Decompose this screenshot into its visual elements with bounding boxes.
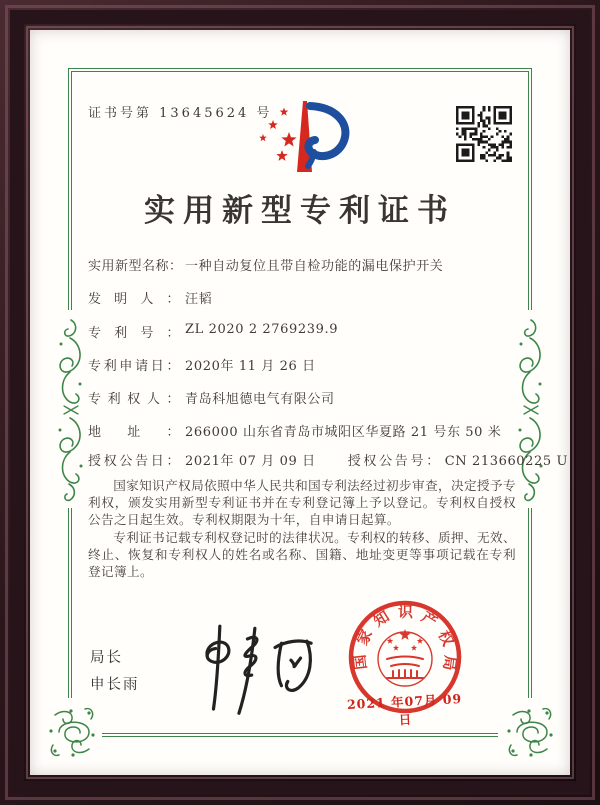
field-label: 专利号：	[88, 326, 180, 341]
signer-title: 局长	[90, 650, 123, 666]
field-row-filing-date	[88, 355, 530, 374]
field-label: 地址：	[88, 425, 180, 440]
field-value: 汪韬	[185, 292, 213, 307]
vine-scroll-ornament-left	[54, 314, 86, 504]
field-label: 发明人：	[88, 292, 180, 307]
field-label: 专利权人：	[88, 392, 180, 407]
field-label: 授权公告日：	[88, 454, 180, 469]
logo-p-curve	[308, 106, 345, 156]
legal-paragraph-1: 国家知识产权局依照中华人民共和国专利法经过初步审查，决定授予专利权，颁发实用新型专利证书并在专利登记簿上予以登记。专利权自授权公告之日起生效。专利权期限为十年，自申请日起算。	[88, 478, 516, 528]
seal-ring-text: 国家知识产权局	[350, 602, 460, 672]
field-row-patent-no	[88, 322, 530, 341]
cnipa-logo	[250, 98, 352, 180]
field-row-inventor	[88, 288, 530, 307]
field-label: 专利申请日：	[88, 359, 180, 374]
field-label: 授权公告号：	[347, 454, 440, 469]
field-row-patentee	[88, 388, 530, 407]
field-value: CN 213660225 U	[444, 454, 569, 469]
legal-paragraph-2: 专利证书记载专利权登记时的法律状况。专利权的转移、质押、无效、终止、恢复和专利权人的姓名或名称、国籍、地址变更等事项记载在专利登记簿上。	[88, 529, 516, 580]
field-value: 2021年 07 月 09 日	[185, 454, 316, 469]
handwritten-signature	[188, 615, 326, 733]
field-row-name	[88, 255, 530, 274]
certificate-title: 实用新型专利证书	[144, 193, 456, 229]
certificate-paper	[30, 30, 570, 775]
seal-date: 2021 年07月 09日	[346, 691, 463, 728]
national-emblem	[378, 629, 432, 686]
certificate-number: 证书号第 13645624 号	[88, 106, 273, 121]
field-row-grant	[88, 450, 569, 469]
field-label: 实用新型名称：	[88, 259, 183, 274]
field-value: 青岛科旭德电气有限公司	[185, 392, 335, 407]
field-value: ZL 2020 2 2769239.9	[185, 322, 339, 337]
floral-corner-ornament-right	[503, 705, 557, 759]
floral-corner-ornament-left	[45, 705, 99, 759]
signer-block	[90, 645, 140, 699]
legal-text	[88, 477, 516, 580]
field-row-address	[88, 421, 530, 440]
vine-scroll-ornament-right	[514, 314, 546, 504]
field-value: 2020年 11 月 26 日	[185, 359, 316, 374]
field-value: 266000 山东省青岛市城阳区华夏路 21 号东 50 米	[185, 425, 502, 440]
signer-name: 申长雨	[90, 677, 140, 693]
grant-number-pair	[348, 454, 568, 469]
qr-code	[456, 106, 512, 162]
field-value: 一种自动复位且带自检功能的漏电保护开关	[185, 259, 444, 274]
